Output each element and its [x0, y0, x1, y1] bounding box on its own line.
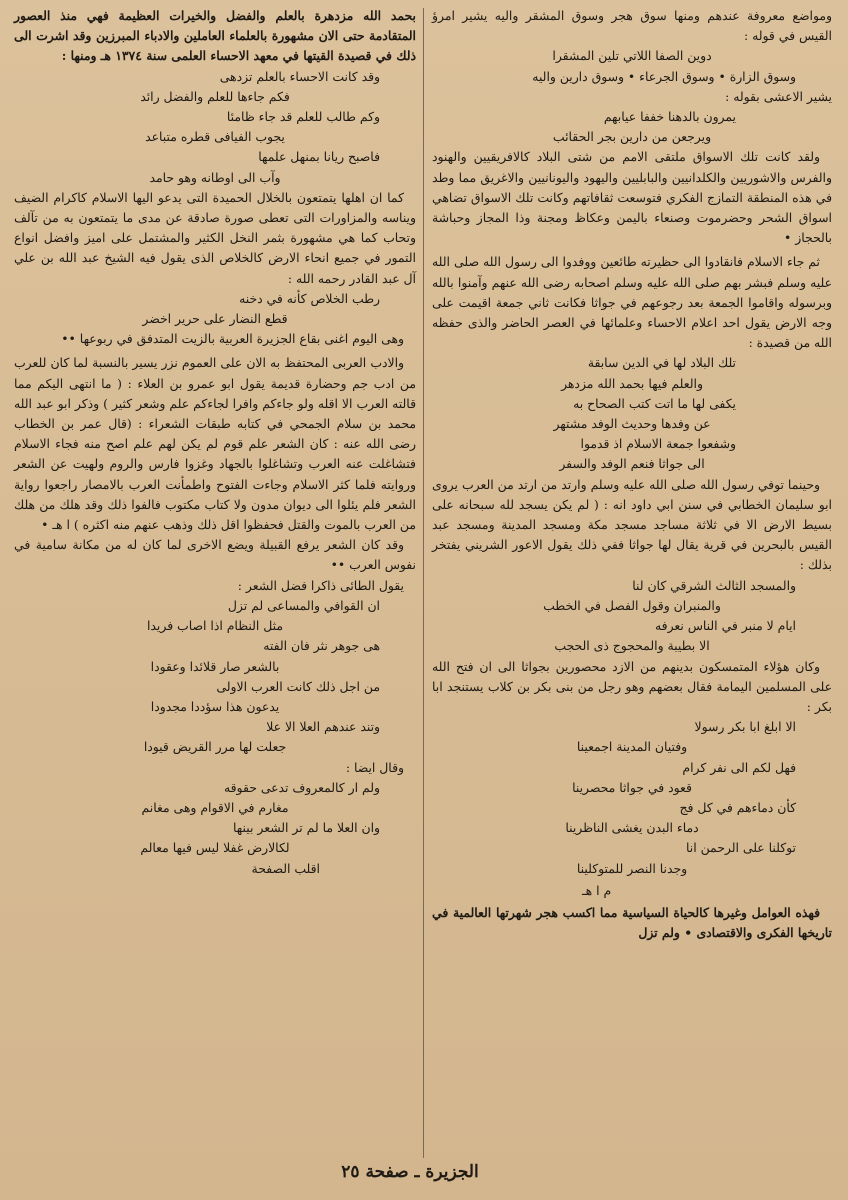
verse-line: كأن دماءهم في كل فج — [679, 799, 796, 815]
left-column — [14, 6, 416, 1156]
verse-line: والمسجد الثالث الشرقي كان لنا — [632, 577, 796, 593]
verse-line: الى جواثا فنعم الوفد والسفر — [559, 456, 705, 472]
paragraph: وقال ايضا : — [345, 759, 404, 775]
verse-line: من اجل ذلك كانت العرب الاولى — [216, 678, 380, 694]
verse-line: ويرجعن من دارين بجر الحقائب — [552, 129, 712, 145]
paragraph: وحينما توفي رسول الله صلى الله عليه وسلم وارتد من ارتد من العرب يروى ابو سليمان الخطابي في سنن ابي داود انه : ( لم يكن يسجد لله سبحانه على بسيط الارض الا في ثلاثة مساجد مسجد مكة ومسجد المدينة ومسجد عبد القيس بالبحرين في قرية يقال لها جواثا ففي ذلك يقول الاعور الشريني يفتخر بذلك : — [432, 476, 832, 573]
verse-line: فاصبح ريانا بمنهل علمها — [258, 149, 380, 165]
verse-line: مثل النظام اذا اصاب فريدا — [146, 618, 284, 634]
verse-line: وشفعوا جمعة الاسلام اذ قدموا — [580, 436, 736, 452]
paragraph: وقد كان الشعر يرفع القبيلة ويضع الاخرى لما كان له من مكانة سامية في نفوس العرب •• — [14, 537, 416, 573]
verse-line: دوين الصفا اللاتي تلين المشقرا — [552, 48, 712, 64]
verse-line: والعلم فيها بحمد الله مزدهر — [561, 375, 703, 391]
paragraph: ومواضع معروفة عندهم ومنها سوق هجر وسوق المشقر واليه يشير امرؤ القيس في قوله : — [432, 8, 832, 44]
verse-line: الا ابلغ ابا بكر رسولا — [694, 719, 796, 735]
verse-line: يجوب الفيافى قطره متباعد — [145, 129, 285, 145]
verse-line: وقد كانت الاحساء بالعلم تزدهى — [219, 68, 380, 84]
verse-line: وتند عندهم العلا الا علا — [266, 719, 380, 735]
verse-line: فكم جاءها للعلم والفضل رائد — [140, 88, 290, 104]
verse-line: ايام لا منبر في الناس نعرفه — [655, 618, 796, 634]
verse-line: ان القوافي والمساعى لم تزل — [227, 597, 380, 613]
verse-line: يمرون بالدهنا خففا عيابهم — [603, 109, 736, 125]
verse-line: هى جوهر نثر فان الفته — [263, 638, 380, 654]
paragraph: والادب العربى المحتفظ به الان على العموم نزر يسير بالنسبة لما كان للعرب من ادب جم وحضارة قديمة يقول ابو عمرو بن العلاء : ( ما انتهى اليكم مما قالته العرب الا اقله ولو جاءكم وافرا لجاءكم علم وشعر كثير ) وذكر ابو عبد الله محمد بن سلام الجمحي في كتابه طبقات الشعراء : (قال عمر بن الخطاب رضى الله عنه : كان الشعر علم قوم لم يكن لهم علم اصح منه فجاء الاسلام فتشاغلت عنه العرب وتشاغلوا بالجهاد وغزوا فارس والروم ولهيت عن الشعر وروايته فلما كثر الاسلام وجاءت الفتوح واطمأنت العرب بالامصار راجعوا رواية الشعر فلم يئلوا الى ديوان مدون ولا كتاب مكتوب فالفوا ذلك وقد هلك من هلك من العرب بالموت والقتل فحفظوا اقل ذلك وذهب عنهم منه اكثره ) ا هـ • — [14, 355, 416, 533]
paragraph: ولقد كانت تلك الاسواق ملتقى الامم من شتى البلاد كالافريقيين والهنود والفرس والاشوريين والكلدانيين والبابليين واليهود واليونانيين والاغريق مما وطد في هذه المنطقة التمازج الفكري فتوسعت ثقافاتهم وكانت تلك الاسواق تضاهي اسواق الشحر وحضرموت وصنعاء باليمن وعكاظ ومجنة وذا المجاز وحباشة بالحجاز • — [432, 149, 832, 246]
author-signature: م ا هـ — [582, 882, 612, 898]
column-divider — [423, 8, 424, 1158]
verse-line: والمنبران وقول الفصل في الخطب — [543, 597, 721, 613]
paragraph: كما ان اهلها يتمتعون بالخلال الحميدة التى يدعو اليها الاسلام كاكرام الضيف ويناسه والمزاورات التى تعطى صورة صادقة عن مدى ما يتمتعون به من تآلف وتحاب كما هي مشهورة بثمر النخل الكثير والمشتمل على اميز وافضل انواع التمور في جميع انحاء الارض كالخلاص الذى يقول فيه الشيخ عبد الله بن علي آل عبد القادر رحمه الله : — [14, 189, 416, 286]
verse-line: وان العلا ما لم تر الشعر بينها — [233, 820, 380, 836]
page-footer: الجزيرة ـ صفحة ٢٥ — [341, 1162, 479, 1182]
turn-page-note: اقلب الصفحة — [251, 860, 320, 876]
verse-line: جعلت لها مرر القريض قيودا — [143, 739, 287, 755]
verse-line: مغارم في الاقوام وهى مغانم — [141, 799, 289, 815]
verse-line: ولم ار كالمعروف تدعى حقوقه — [223, 779, 380, 795]
paragraph: يقول الطائى ذاكرا فضل الشعر : — [237, 577, 404, 593]
verse-line: وفتيان المدينة اجمعينا — [576, 739, 688, 755]
verse-line: توكلنا على الرحمن انا — [686, 840, 796, 856]
paragraph: وكان هؤلاء المتمسكون بدينهم من الازد محصورين بجواثا الى ان فتح الله على المسلمين اليمامة فقال بعضهم وهو رجل من بنى بكر بن كلاب يستنجد ابا بكر : — [432, 658, 832, 714]
paragraph: يشير الاعشى بقوله : — [725, 88, 832, 104]
verse-line: بالشعر صار قلائدا وعقودا — [150, 658, 280, 674]
paragraph: فهذه العوامل وغيرها كالحياة السياسية مما اكسب هجر شهرتها العالمية في تاريخها الفكرى والاقتصادى • ولم تزل — [432, 904, 832, 941]
verse-line: تلك البلاد لها في الدين سابقة — [587, 355, 736, 371]
paragraph: وهى اليوم اغنى بقاع الجزيرة العربية بالزيت المتدفق في ربوعها •• — [61, 331, 404, 347]
paragraph: ثم جاء الاسلام فانقادوا الى حظيرته طائعين ووفدوا الى رسول الله صلى الله عليه وسلم فبشر بهم صلى الله عليه وسلم اصحابه رضى الله عنهم وآمنوا بالله وبرسوله واقاموا الجمعة بعد رجوعهم في جواثا فكانت ثاني جمعة اقيمت على وجه الارض يقول احد اعلام الاحساء وعلمائها في العصر الحاضر والذى حفظه الله من قصيدة : — [432, 254, 832, 351]
verse-line: وآب الى اوطانه وهو حامد — [149, 169, 281, 185]
verse-line: يدعون هذا سؤددا مجدودا — [150, 698, 280, 714]
verse-line: قطع النضار على حرير اخضر — [142, 311, 288, 327]
verse-line: وجدنا النصر للمتوكلينا — [576, 860, 688, 876]
verse-line: وكم طالب للعلم قد جاء ظامئا — [226, 109, 380, 125]
verse-line: الا بطيبة والمحجوج ذى الحجب — [554, 638, 710, 654]
verse-line: فهل لكم الى نفر كرام — [682, 759, 796, 775]
paragraph: بحمد الله مزدهرة بالعلم والفضل والخيرات العظيمة فهي منذ العصور المتقادمة حتى الان مشهورة بالعلماء العاملين والادباء المبرزين وقد اشرت الى ذلك في قصيدة القيتها في معهد الاحساء العلمى سنة ١٣٧٤ هـ ومنها : — [14, 8, 416, 64]
verse-line: وسوق الزارة • وسوق الجرعاء • وسوق دارين واليه — [532, 68, 796, 84]
verse-line: لكالارض غفلا ليس فيها معالم — [140, 840, 290, 856]
verse-line: رطب الخلاص كأنه في دخنه — [239, 290, 380, 306]
verse-line: قعود في جواثا محصرينا — [572, 779, 692, 795]
right-column — [432, 6, 832, 1156]
verse-line: دماء البدن يغشى الناظرينا — [565, 820, 699, 836]
verse-line: يكفى لها ما اتت كتب الصحاح به — [573, 395, 736, 411]
verse-line: عن وفدها وحديث الوفد مشتهر — [553, 416, 711, 432]
